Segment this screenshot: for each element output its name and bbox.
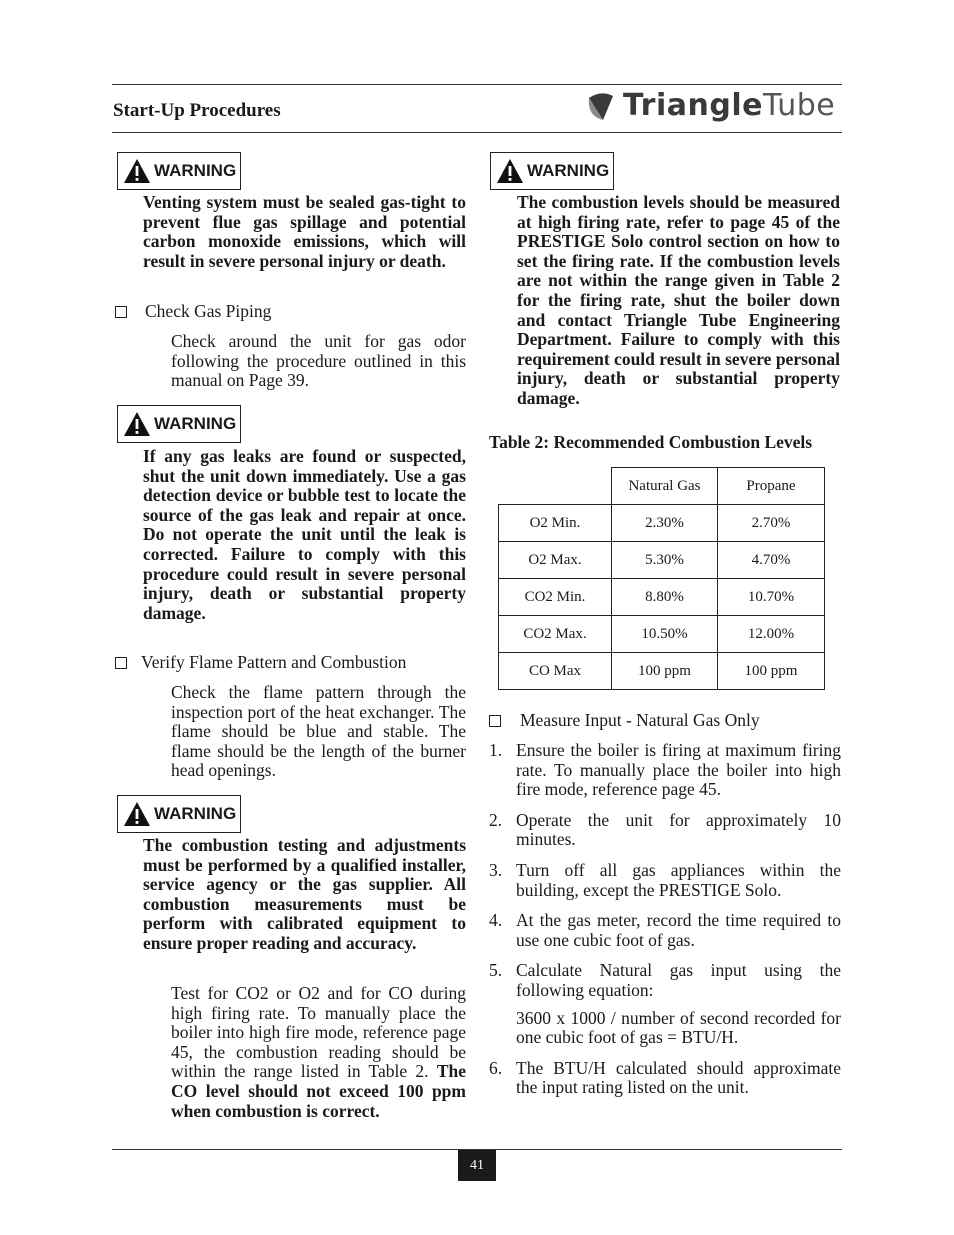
warning-label-text: WARNING	[154, 804, 237, 823]
page-number: 41	[458, 1150, 496, 1181]
list-item: 1. Ensure the boiler is firing at maximum firing rate. To manually place the boiler into high fire mode, reference page 45.	[489, 740, 841, 800]
checklist-item-gas-piping	[115, 301, 271, 322]
table-cell: 5.30%	[612, 542, 718, 579]
warning-triangle-icon	[496, 158, 524, 184]
warning-label-3	[117, 795, 241, 833]
table-header-cell: Natural Gas	[612, 468, 718, 505]
table-row	[499, 542, 825, 579]
warning-text-combustion-levels: The combustion levels should be measured at high firing rate, refer to page 45 of the PRESTIGE Solo control section on how to set the firing rate. If the combustion levels are not within the range given in Table 2 for the firing rate, shut the boiler down and contact Triangle Tube Engineering Department. Failure to comply with this requirement could result in severe personal injury, death or substantial property damage.	[517, 192, 840, 408]
table-cell: 8.80%	[612, 579, 718, 616]
warning-triangle-icon	[123, 158, 151, 184]
table-row	[499, 505, 825, 542]
table-cell: O2 Max.	[499, 542, 612, 579]
warning-label-text: WARNING	[154, 161, 237, 180]
table-row	[499, 579, 825, 616]
list-item: 6. The BTU/H calculated should approximate the input rating listed on the unit.	[489, 1057, 841, 1098]
table-header-row	[499, 468, 825, 505]
warning-triangle-icon	[123, 411, 151, 437]
warning-label-text: WARNING	[527, 161, 610, 180]
warning-text-gas-leaks: If any gas leaks are found or suspected, shut the unit down immediately. Use a gas detection device or bubble test to locate the source of the gas leak and repair at once. Do not operate the unit until the leak is corrected. Failure to comply with this procedure could result in severe personal injury, death or substantial property damage.	[143, 446, 466, 623]
checklist-title: Check Gas Piping	[145, 301, 272, 321]
triangle-tube-logo-icon	[585, 90, 617, 122]
checklist-item-measure-input	[489, 710, 760, 731]
table-caption: Table 2: Recommended Combustion Levels	[489, 432, 813, 452]
gas-piping-text: Check around the unit for gas odor following the procedure outlined in this manual on Page 39.	[171, 331, 466, 391]
table-cell: CO2 Min.	[499, 579, 612, 616]
checklist-item-flame	[115, 652, 406, 673]
logo-wordmark: TriangleTube	[623, 88, 836, 123]
table-cell: CO2 Max.	[499, 616, 612, 653]
table-header-cell: Propane	[718, 468, 825, 505]
list-item: 2. Operate the unit for approximately 10 minutes.	[489, 809, 841, 850]
table-cell: 12.00%	[718, 616, 825, 653]
table-cell: 2.70%	[718, 505, 825, 542]
table-cell: 4.70%	[718, 542, 825, 579]
combustion-levels-table	[498, 467, 825, 690]
list-item: 3. Turn off all gas appliances within the building, except the PRESTIGE Solo.	[489, 859, 841, 900]
checklist-title: Measure Input - Natural Gas Only	[520, 710, 760, 730]
list-item: 4. At the gas meter, record the time required to use one cubic foot of gas.	[489, 910, 841, 950]
header-top-rule	[112, 84, 842, 85]
table-cell: CO Max	[499, 653, 612, 690]
checklist-title: Verify Flame Pattern and Combustion	[141, 652, 407, 672]
section-title: Start-Up Procedures	[113, 100, 281, 121]
checkbox-icon[interactable]	[489, 715, 501, 727]
co-level-note: The CO level should not exceed 100 ppm when combustion is correct.	[171, 1061, 467, 1121]
combustion-test-text: Test for CO2 or O2 and for CO during high firing rate. To manually place the boiler into high fire mode, reference page 45, the combustion reading should be within the range listed in Table 2. The CO level should not exceed 100 ppm when combustion is correct.	[171, 983, 467, 1121]
table-header-cell	[499, 468, 612, 505]
table-row	[499, 616, 825, 653]
warning-text-venting: Venting system must be sealed gas-tight to prevent flue gas spillage and potential carbon monoxide emissions, which will result in severe personal injury or death.	[143, 192, 466, 271]
warning-label-2	[117, 405, 241, 443]
table-cell: O2 Min.	[499, 505, 612, 542]
table-cell: 2.30%	[612, 505, 718, 542]
checkbox-icon[interactable]	[115, 657, 127, 669]
header-bottom-rule	[112, 132, 842, 133]
warning-triangle-icon	[123, 801, 151, 827]
table-cell: 10.70%	[718, 579, 825, 616]
flame-text: Check the flame pattern through the inspection port of the heat exchanger. The flame should be blue and stable. The flame should be the length of the burner head openings.	[171, 682, 466, 781]
table-cell: 10.50%	[612, 616, 718, 653]
table-cell: 100 ppm	[612, 653, 718, 690]
checkbox-icon[interactable]	[115, 306, 127, 318]
table-row	[499, 653, 825, 690]
list-item: 5. Calculate Natural gas input using the following equation: 3600 x 1000 / number of second recorded for one cubic foot of gas = BTU/H.	[489, 960, 841, 1048]
warning-text-combustion-testing: The combustion testing and adjustments must be performed by a qualified installer, service agency or the gas supplier. All combustion measurements must be perform with calibrated equipment to ensure proper reading and accuracy.	[143, 835, 466, 953]
warning-label-text: WARNING	[154, 414, 237, 433]
warning-label-4	[490, 152, 614, 190]
table-cell: 100 ppm	[718, 653, 825, 690]
btu-equation: 3600 x 1000 / number of second recorded for one cubic foot of gas = BTU/H.	[516, 1007, 841, 1048]
warning-label-1	[117, 152, 241, 190]
company-logo	[585, 88, 835, 124]
measure-input-steps	[489, 741, 841, 1109]
